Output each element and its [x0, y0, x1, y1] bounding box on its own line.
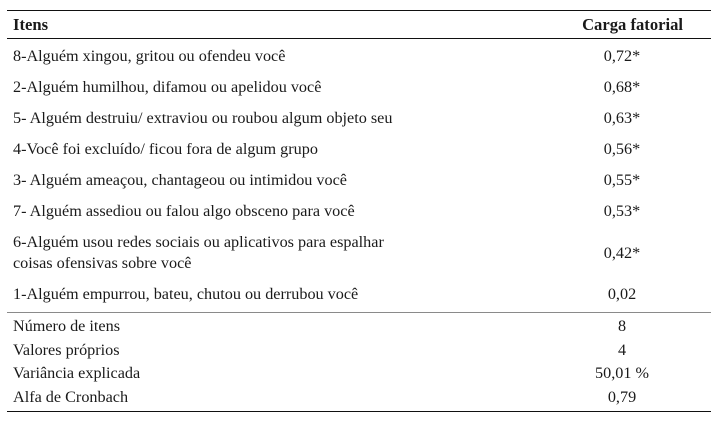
- table-row: [7, 41, 711, 72]
- summary-value: 0,79: [607, 387, 637, 406]
- item-text-line-1: 6-Alguém usou redes sociais ou aplicativos para espalhar: [13, 233, 384, 251]
- item-text-multiline: [7, 232, 533, 274]
- item-load: 0,02: [607, 285, 637, 303]
- table-row: [7, 134, 711, 165]
- item-load: 0,63*: [603, 109, 641, 127]
- item-load: 0,72*: [603, 47, 641, 65]
- summary-row: [7, 339, 711, 363]
- item-load: 0,42*: [603, 243, 641, 262]
- table-row: [7, 165, 711, 196]
- item-text-line-2: coisas ofensivas sobre você: [13, 254, 192, 272]
- item-text: 2-Alguém humilhou, difamou ou apelidou você: [13, 78, 322, 96]
- item-load: 0,56*: [603, 140, 641, 158]
- item-load: 0,53*: [603, 202, 641, 220]
- summary-body: [7, 313, 711, 411]
- table-row: [7, 227, 711, 279]
- summary-row: [7, 362, 711, 386]
- table-header: [7, 11, 711, 38]
- table-row: [7, 103, 711, 134]
- item-text: 7- Alguém assediou ou falou algo obsceno para você: [13, 202, 355, 220]
- table-row: [7, 196, 711, 227]
- table-row: [7, 72, 711, 103]
- summary-row: [7, 386, 711, 410]
- item-load: 0,55*: [603, 171, 641, 189]
- summary-row: [7, 315, 711, 339]
- bottom-rule: [7, 411, 711, 412]
- item-text: 1-Alguém empurrou, bateu, chutou ou derrubou você: [13, 285, 359, 303]
- summary-value: 4: [617, 340, 627, 359]
- header-items: Itens: [13, 15, 49, 34]
- item-load: 0,68*: [603, 78, 641, 96]
- summary-label: Variância explicada: [13, 364, 141, 383]
- factor-loading-table: [7, 10, 711, 412]
- item-text: 8-Alguém xingou, gritou ou ofendeu você: [13, 47, 286, 65]
- item-text: 3- Alguém ameaçou, chantageou ou intimidou você: [13, 171, 347, 189]
- header-factor-loading: Carga fatorial: [582, 15, 683, 34]
- item-text: 5- Alguém destruiu/ extraviou ou roubou algum objeto seu: [13, 109, 393, 127]
- summary-label: Alfa de Cronbach: [13, 387, 129, 406]
- summary-value: 8: [617, 317, 627, 336]
- items-body: [7, 39, 711, 312]
- item-text: 4-Você foi excluído/ ficou fora de algum grupo: [13, 140, 318, 158]
- table-row: [7, 279, 711, 310]
- summary-value: 50,01 %: [595, 364, 649, 383]
- summary-label: Número de itens: [13, 317, 120, 336]
- summary-label: Valores próprios: [13, 340, 120, 359]
